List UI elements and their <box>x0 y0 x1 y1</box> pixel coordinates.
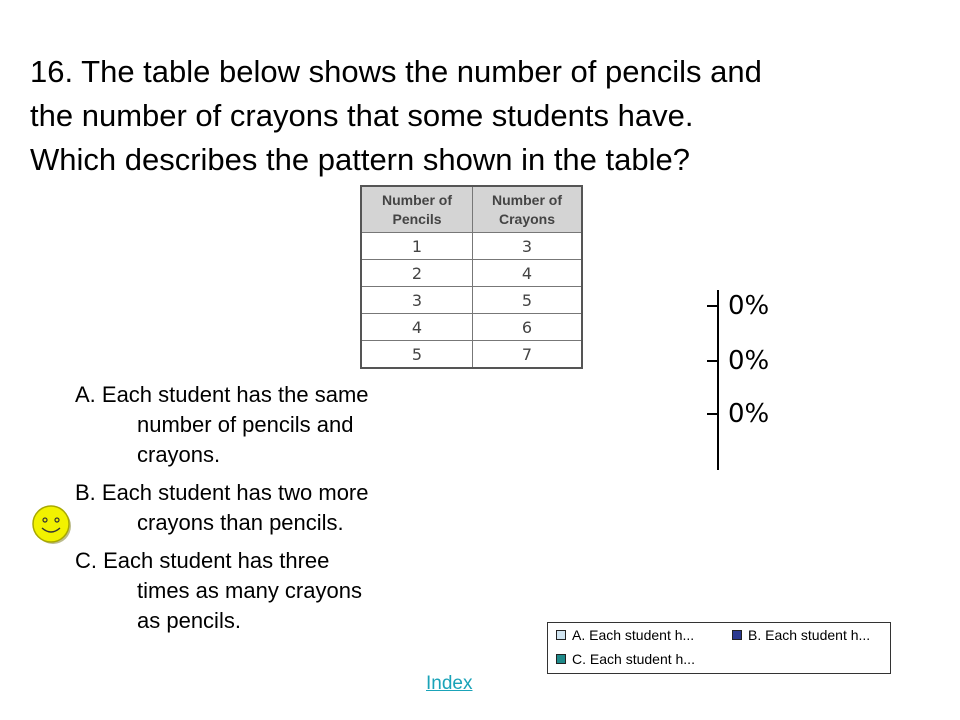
crayons-cell: 6 <box>473 314 583 341</box>
crayons-cell: 3 <box>473 233 583 260</box>
header-pencils: Number of Pencils <box>361 186 473 233</box>
pencils-cell: 1 <box>361 233 473 260</box>
answer-line: C. Each student has three <box>75 548 330 573</box>
legend-label: A. Each student h... <box>572 627 695 643</box>
answer-option-a[interactable] <box>75 380 515 470</box>
question-line: Which describes the pattern shown in the table? <box>30 142 690 177</box>
answer-line: crayons than pencils. <box>137 510 344 535</box>
chart-axis <box>717 290 719 470</box>
chart-tick <box>707 305 717 307</box>
pencils-cell: 4 <box>361 314 473 341</box>
chart-tick <box>707 360 717 362</box>
answer-option-b[interactable] <box>75 478 515 538</box>
response-bar-chart <box>690 275 830 475</box>
answer-line: B. Each student has two more <box>75 480 369 505</box>
table-row <box>361 341 582 369</box>
pencils-cell: 2 <box>361 260 473 287</box>
legend-swatch-b <box>732 630 742 640</box>
legend-swatch-a <box>556 630 566 640</box>
crayons-cell: 5 <box>473 287 583 314</box>
pencils-crayons-table <box>360 185 583 369</box>
pencils-cell: 3 <box>361 287 473 314</box>
chart-value-label: 0% <box>728 346 770 376</box>
crayons-cell: 7 <box>473 341 583 369</box>
question-text <box>30 50 930 182</box>
question-line: 16. The table below shows the number of pencils and <box>30 54 762 89</box>
pencils-cell: 5 <box>361 341 473 369</box>
legend-item-c <box>556 651 695 667</box>
header-crayons: Number of Crayons <box>473 186 583 233</box>
legend-item-b <box>732 627 870 643</box>
crayons-cell: 4 <box>473 260 583 287</box>
answer-line: crayons. <box>137 442 221 467</box>
chart-tick <box>707 413 717 415</box>
chart-value-label: 0% <box>728 399 770 429</box>
legend-item-a <box>556 627 694 643</box>
table-row <box>361 287 582 314</box>
table-row <box>361 260 582 287</box>
answer-line: as pencils. <box>137 608 241 633</box>
table-header-row <box>361 186 582 233</box>
table-row <box>361 314 582 341</box>
smiley-face-icon <box>31 504 73 546</box>
chart-legend <box>547 622 891 674</box>
legend-label: B. Each student h... <box>748 627 871 643</box>
legend-swatch-c <box>556 654 566 664</box>
question-line: the number of crayons that some students have. <box>30 98 694 133</box>
chart-value-label: 0% <box>728 291 770 321</box>
index-link[interactable]: Index <box>426 673 473 694</box>
answer-line: number of pencils and <box>137 412 354 437</box>
answer-line: times as many crayons <box>137 578 362 603</box>
answer-line: A. Each student has the same <box>75 382 369 407</box>
answer-option-c[interactable] <box>75 546 515 636</box>
legend-label: C. Each student h... <box>572 651 695 667</box>
table-row <box>361 233 582 260</box>
answer-choices <box>75 380 515 644</box>
